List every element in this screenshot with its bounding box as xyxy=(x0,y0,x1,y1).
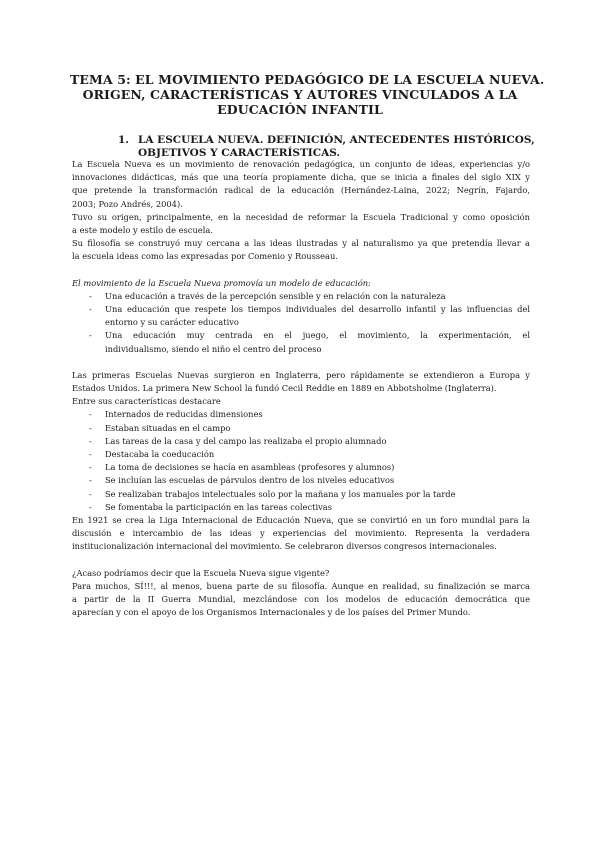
list-item: - Internados de reducidas dimensiones xyxy=(72,408,530,421)
first-schools-line-3: Entre sus características destacare xyxy=(72,396,221,407)
list-item: - Destacaba la coeducación xyxy=(72,448,530,461)
league-line-1: En 1921 se crea la Liga Internacional de Educación Nueva, que se convirtió en un foro mundial para la xyxy=(72,515,530,526)
question-line: ¿Acaso podríamos decir que la Escuela Nueva sigue vigente? xyxy=(72,567,330,578)
list-item: - Las tareas de la casa y del campo las realizaba el propio alumnado xyxy=(72,435,530,448)
document-title xyxy=(70,72,545,117)
league-paragraph xyxy=(72,514,530,554)
list-item: - Una educación que respete los tiempos individuales del desarrollo infantil y las influencias del entorno y su carácter educativo xyxy=(72,303,530,329)
list-item: - Se incluían las escuelas de párvulos dentro de los niveles educativos xyxy=(72,474,530,487)
intro-line-1: La Escuela Nueva es un movimiento de renovación pedagógica, un conjunto de ideas, experiencias y/o xyxy=(72,159,530,169)
origin-line-2: a este modelo y estilo de escuela. xyxy=(72,225,213,236)
title-line-2: ORIGEN, CARACTERÍSTICAS Y AUTORES VINCULADOS A LA xyxy=(82,87,518,102)
intro-paragraph xyxy=(72,158,530,211)
answer-paragraph xyxy=(72,580,530,620)
list-item: - Se realizaban trabajos intelectuales solo por la mañana y los manuales por la tarde xyxy=(72,488,530,501)
list-item: - Estaban situadas en el campo xyxy=(72,422,530,435)
philosophy-paragraph xyxy=(72,237,530,263)
intro-line-3: que pretende la transformación radical de la educación (Hernández-Laina, 2022; Negrín, Fajardo, xyxy=(72,185,530,196)
section-title-line-1: LA ESCUELA NUEVA. DEFINICIÓN, ANTECEDENTES HISTÓRICOS, xyxy=(138,134,535,146)
title-line-1: TEMA 5: EL MOVIMIENTO PEDAGÓGICO DE LA ESCUELA NUEVA. xyxy=(70,72,545,87)
origin-line-1: Tuvo su origen, principalmente, en la necesidad de reformar la Escuela Tradicional y como oposición xyxy=(72,211,530,222)
philosophy-line-1: Su filosofía se construyó muy cercana a las ideas ilustradas y al naturalismo ya que pretendía llevar a xyxy=(72,238,530,249)
list-item: - Una educación muy centrada en el juego, el movimiento, la experimentación, el individualismo, siendo el niño el centro del proceso xyxy=(72,329,530,355)
list-item: - Una educación a través de la percepción sensible y en relación con la naturaleza xyxy=(72,290,530,303)
list-item: - Se fomentaba la participación en las tareas colectivas xyxy=(72,501,530,514)
answer-line-2: a partir de la II Guerra Mundial, mezclándose con los modelos de educación democrática que xyxy=(72,594,530,605)
origin-paragraph xyxy=(72,211,530,237)
characteristics-list xyxy=(72,408,530,514)
intro-line-2: innovaciones didácticas, más que una teoría propiamente dicha, que se inicia a finales del siglo XIX y xyxy=(72,172,530,183)
league-line-2: discusión e intercambio de las ideas y experiencias del movimiento. Representa la verdadera xyxy=(72,528,530,539)
first-schools-paragraph xyxy=(72,369,530,409)
section-title-line-2: OBJETIVOS Y CARACTERÍSTICAS. xyxy=(138,147,341,159)
section-number: 1. xyxy=(118,134,129,146)
model-heading: El movimiento de la Escuela Nueva promovía un modelo de educación: xyxy=(72,277,371,288)
intro-line-4: 2003; Pozo Andrés, 2004). xyxy=(72,198,183,209)
first-schools-line-2: Estados Unidos. La primera New School la fundó Cecil Reddie en 1889 en Abbotsholme (Inglaterra). xyxy=(72,383,497,394)
body-text xyxy=(72,158,530,620)
list-item: - La toma de decisiones se hacía en asambleas (profesores y alumnos) xyxy=(72,461,530,474)
league-line-3: institucionalización internacional del movimiento. Se celebraron diversos congresos internacionales. xyxy=(72,541,497,552)
first-schools-line-1: Las primeras Escuelas Nuevas surgieron en Inglaterra, pero rápidamente se extendieron a Europa y xyxy=(72,369,530,380)
model-list xyxy=(72,290,530,356)
answer-line-3: aparecían y con el apoyo de los Organismos Internacionales y de los países del Primer Mundo. xyxy=(72,607,471,618)
answer-line-1: Para muchos, SÍ!!!, al menos, buena parte de su filosofía. Aunque en realidad, su finalización se marca xyxy=(72,580,530,591)
philosophy-line-2: la escuela ideas como las expresadas por Comenio y Rousseau. xyxy=(72,251,338,262)
title-line-3: EDUCACIÓN INFANTIL xyxy=(217,102,383,117)
